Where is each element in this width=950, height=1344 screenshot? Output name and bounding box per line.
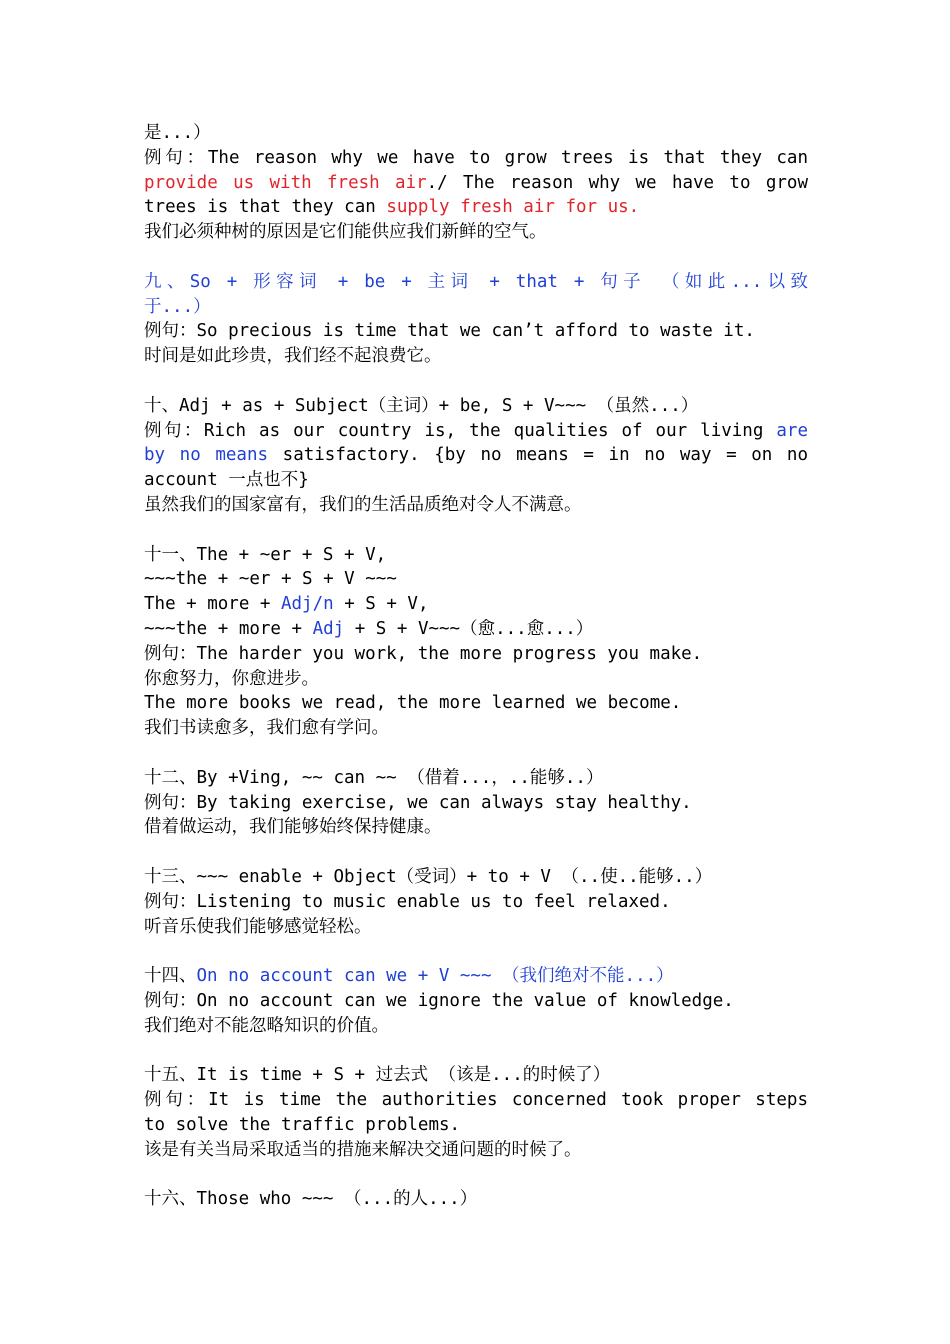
s11-heading-3 xyxy=(144,592,808,617)
s11-heading-2: ~~~the + ~er + S + V ~~~ xyxy=(144,569,397,590)
s13-heading: 十三、~~~ enable + Object（受词）+ to + V （..使..能够..） xyxy=(144,866,713,887)
s9-heading: 九、So + 形容词 + be + 主词 + that + 句子 （如此...以致 xyxy=(144,271,808,292)
s11-heading: 十一、The + ~er + S + V, xyxy=(144,544,387,565)
document-page xyxy=(144,121,808,1212)
s11-translation-2: 我们书读愈多，我们愈有学问。 xyxy=(144,718,389,739)
s10-heading: 十、Adj + as + Subject（主词）+ be, S + V~~~ （虽然...） xyxy=(144,395,699,416)
s15-example: 例句：It is time the authorities concerned took proper steps xyxy=(144,1090,808,1111)
s11-translation-1: 你愈努力，你愈进步。 xyxy=(144,668,319,689)
s11-example-2: The more books we read, the more learned we become. xyxy=(144,693,682,714)
highlight-phrase: On no account can we + V ~~~ （我们绝对不能...） xyxy=(196,966,674,987)
s11-heading-4 xyxy=(144,617,808,642)
spacer xyxy=(144,369,808,394)
s12-heading: 十二、By +Ving, ~~ can ~~ （借着...，..能够..） xyxy=(144,767,604,788)
text-run: + S + V, xyxy=(333,594,429,615)
s10-example-2 xyxy=(144,443,808,468)
spacer xyxy=(144,939,808,964)
highlight-phrase: by no means xyxy=(144,445,269,466)
text-run: The + more + xyxy=(144,594,281,615)
s11-example-1: 例句：The harder you work, the more progress you make. xyxy=(144,643,703,664)
spacer xyxy=(144,245,808,270)
highlight-phrase: are xyxy=(776,420,808,441)
spacer xyxy=(144,840,808,865)
s8-example-line-2 xyxy=(144,171,808,196)
section-number: 十四、 xyxy=(144,966,197,987)
s15-translation: 该是有关当局采取适当的措施来解决交通问题的时候了。 xyxy=(144,1139,582,1160)
text-run: ./ The reason why we have to grow xyxy=(426,172,808,193)
s16-heading: 十六、Those who ~~~ （...的人...） xyxy=(144,1189,478,1210)
s10-translation: 虽然我们的国家富有，我们的生活品质绝对令人不满意。 xyxy=(144,494,582,515)
s8-example-line: 例句：The reason why we have to grow trees is that they can xyxy=(144,147,808,168)
s13-example: 例句：Listening to music enable us to feel relaxed. xyxy=(144,891,671,912)
s9-heading-cont: 于...） xyxy=(144,296,211,317)
highlight-phrase: Adj xyxy=(312,618,345,639)
s14-heading xyxy=(144,964,808,989)
highlight-phrase: Adj/n xyxy=(280,594,334,615)
s15-heading: 十五、It is time + S + 过去式 （该是...的时候了） xyxy=(144,1065,611,1086)
text-run: trees is that they can xyxy=(144,197,387,218)
spacer xyxy=(144,741,808,766)
s12-translation: 借着做运动，我们能够始终保持健康。 xyxy=(144,817,442,838)
spacer xyxy=(144,1038,808,1063)
s10-example xyxy=(144,419,808,444)
text-run: ~~~the + more + xyxy=(144,618,313,639)
text-run: 例句：Rich as our country is, the qualities of our living xyxy=(144,420,777,441)
s15-example-2: to solve the traffic problems. xyxy=(144,1114,461,1135)
s8-line-1: 是...） xyxy=(144,123,211,143)
s12-example: 例句：By taking exercise, we can always stay healthy. xyxy=(144,792,692,813)
highlight-phrase: supply fresh air for us xyxy=(386,197,629,218)
spacer xyxy=(144,1162,808,1187)
s14-example: 例句：On no account can we ignore the value of knowledge. xyxy=(144,990,734,1011)
highlight-phrase: provide us with fresh air xyxy=(144,172,427,193)
text-run: + S + V~~~（愈...愈...） xyxy=(344,618,594,639)
s9-example: 例句：So precious is time that we can’t afford to waste it. xyxy=(144,321,755,342)
spacer xyxy=(144,518,808,543)
text-run: satisfactory. {by no means = in no way = on no xyxy=(268,445,809,466)
s8-translation: 我们必须种树的原因是它们能供应我们新鲜的空气。 xyxy=(144,222,547,243)
s9-translation: 时间是如此珍贵，我们经不起浪费它。 xyxy=(144,346,442,367)
s13-translation: 听音乐使我们能够感觉轻松。 xyxy=(144,916,372,937)
s8-example-line-3 xyxy=(144,195,808,220)
text-run: . xyxy=(628,197,640,218)
s10-example-3: account 一点也不} xyxy=(144,470,309,491)
s14-translation: 我们绝对不能忽略知识的价值。 xyxy=(144,1015,389,1036)
